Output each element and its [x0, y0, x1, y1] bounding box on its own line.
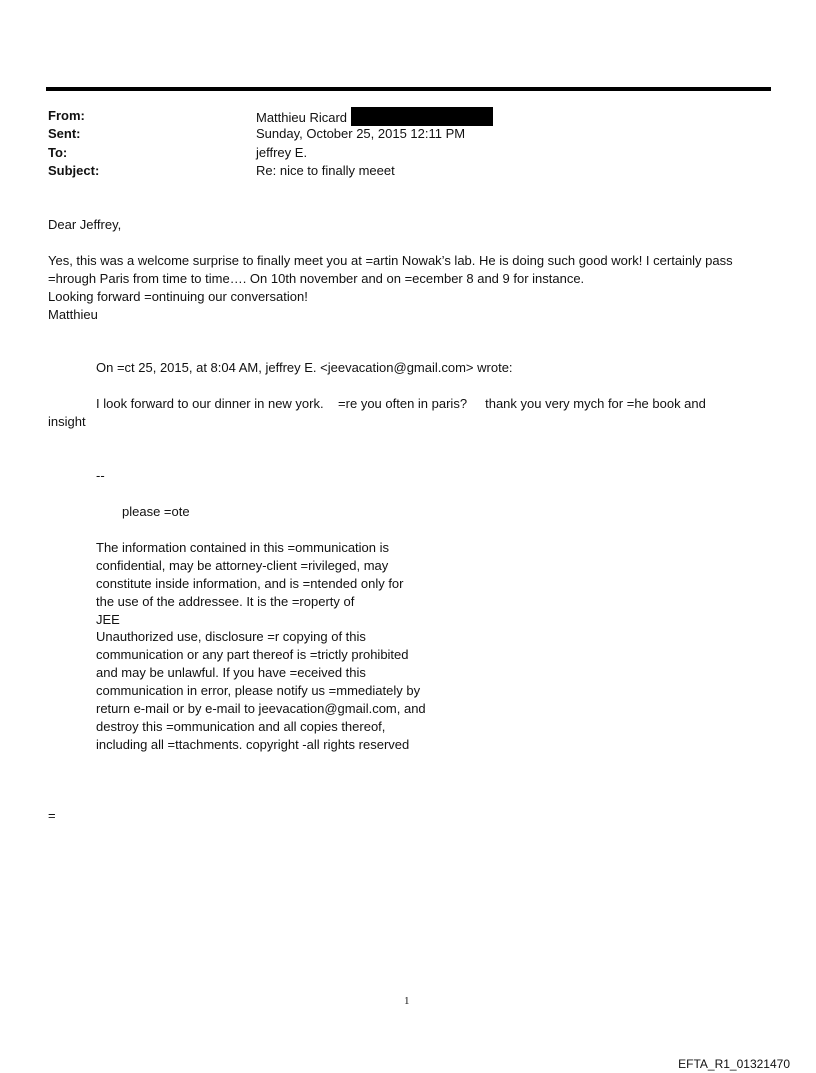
disclaimer-line: return e-mail or by e-mail to jeevacation@gmail.com, and	[96, 701, 426, 716]
please-note: please =ote	[122, 504, 190, 519]
body-line: Looking forward =ontinuing our conversation!	[48, 289, 308, 304]
disclaimer-line: including all =ttachments. copyright -all rights reserved	[96, 737, 410, 752]
quoted-message-line: I look forward to our dinner in new york. =re you often in paris? thank you very mych for =he book and	[96, 396, 706, 411]
trailing-equals: =	[48, 808, 56, 823]
from-label: From:	[48, 108, 85, 123]
body-line: =hrough Paris from time to time…. On 10th november and on =ecember 8 and 9 for instance.	[48, 271, 585, 286]
quoted-message-line: insight	[48, 414, 86, 429]
subject-label: Subject:	[48, 163, 100, 178]
body-line: Yes, this was a welcome surprise to finally meet you at =artin Nowak’s lab. He is doing such good work! I certainly pass	[48, 253, 733, 268]
redaction-block	[351, 107, 493, 126]
to-value: jeffrey E.	[256, 145, 308, 160]
disclaimer-line: constitute inside information, and is =ntended only for	[96, 576, 404, 591]
page-number: 1	[404, 995, 410, 1007]
to-label: To:	[48, 145, 68, 160]
quote-attribution: On =ct 25, 2015, at 8:04 AM, jeffrey E. <jeevacation@gmail.com> wrote:	[96, 360, 513, 375]
from-value	[256, 107, 493, 127]
sent-value: Sunday, October 25, 2015 12:11 PM	[256, 126, 466, 141]
sender-name: Matthieu Ricard	[256, 110, 348, 125]
disclaimer-line: and may be unlawful. If you have =eceived this	[96, 665, 366, 680]
sent-label: Sent:	[48, 126, 81, 141]
signature-separator: --	[96, 468, 105, 483]
disclaimer-line: communication in error, please notify us =mmediately by	[96, 683, 421, 698]
disclaimer-line: communication or any part thereof is =trictly prohibited	[96, 647, 409, 662]
disclaimer-line: The information contained in this =ommunication is	[96, 540, 390, 555]
disclaimer-line: the use of the addressee. It is the =roperty of	[96, 594, 355, 609]
header-rule	[46, 87, 771, 91]
signature-name: Matthieu	[48, 307, 98, 322]
disclaimer-line: Unauthorized use, disclosure =r copying of this	[96, 629, 366, 644]
greeting: Dear Jeffrey,	[48, 217, 122, 232]
bates-number: EFTA_R1_01321470	[678, 1057, 790, 1071]
disclaimer-line: destroy this =ommunication and all copies thereof,	[96, 719, 386, 734]
disclaimer-line: JEE	[96, 612, 120, 627]
disclaimer-line: confidential, may be attorney-client =rivileged, may	[96, 558, 389, 573]
subject-value: Re: nice to finally meeet	[256, 163, 395, 178]
